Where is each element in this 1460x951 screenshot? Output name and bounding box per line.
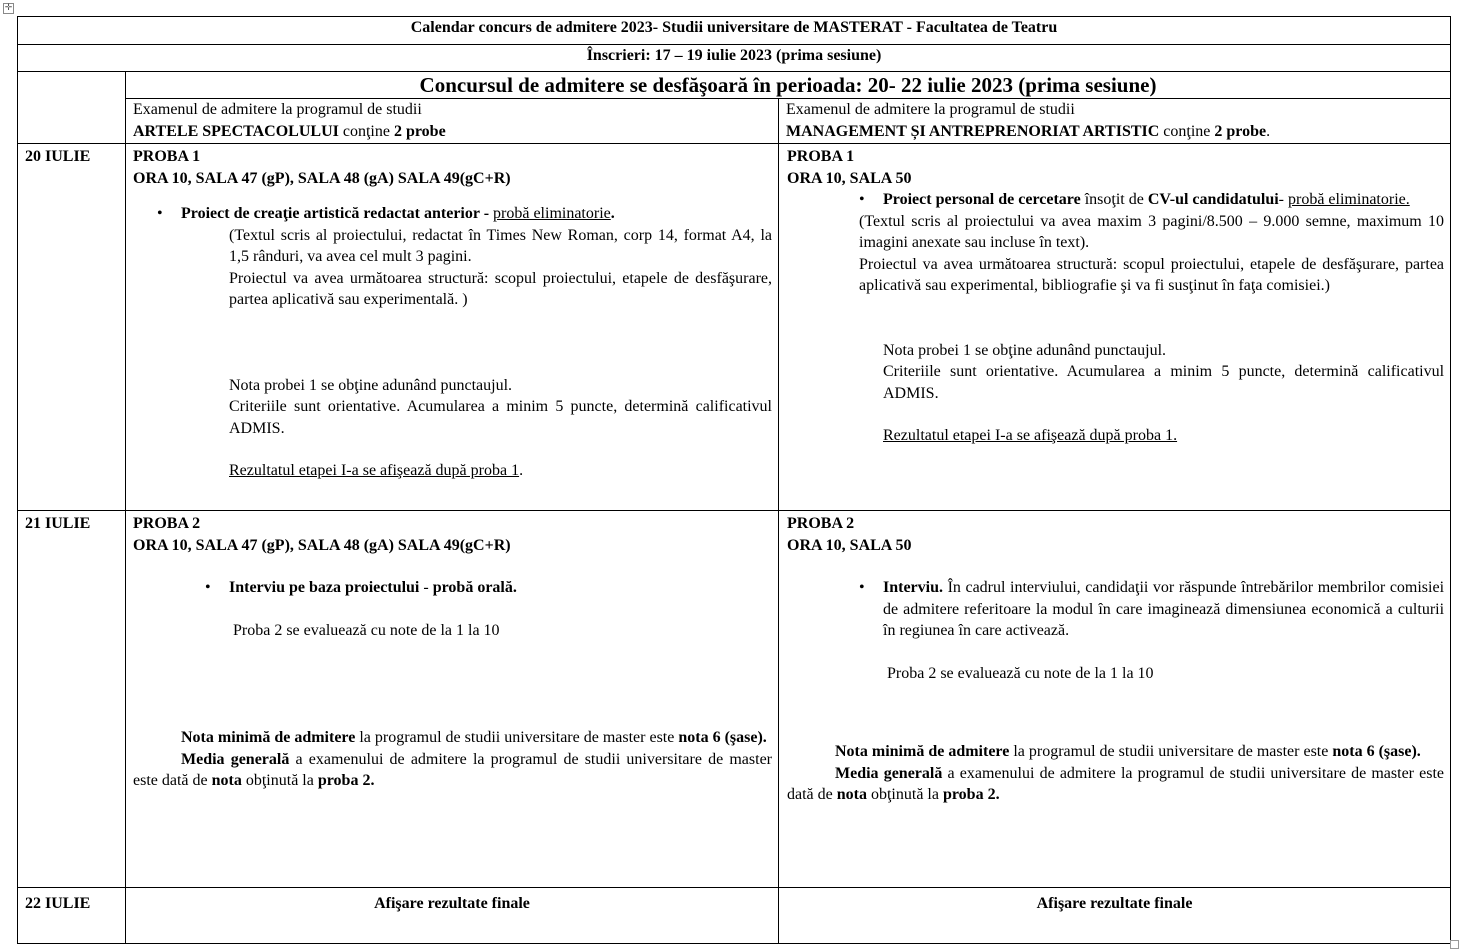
bullet-bold-2: CV-ul candidatului [1147,191,1279,208]
program-intro: Examenul de admitere la programul de studii [133,101,422,118]
program-count: 2 probe [393,122,446,140]
result-note [229,460,772,482]
result-end: . [519,462,524,479]
result-text: Rezultatul etapei I-a se afişează după proba 1 [229,462,520,479]
evaluation-note: Proba 2 se evaluează cu note de la 1 la 10 [883,664,1154,682]
program-end: . [1266,122,1271,140]
average-text: a examenului de admitere la programul de studii universitare de master este dată de [133,750,772,789]
min-grade-note [133,727,772,749]
average-note [787,763,1444,806]
proba-title: PROBA 1 [133,148,201,165]
min-grade-text: la programul de studii universitare de master este [1009,743,1333,760]
program-header-row [18,99,1451,144]
registration-period: Înscrieri: 17 – 19 iulie 2023 (prima sesiune) [18,45,1451,72]
bullet-bold-2: probă orală. [432,579,517,596]
program-intro: Examenul de admitere la programul de studii [786,101,1075,118]
day-label: 20 IULIE [18,144,126,511]
min-grade-text: la programul de studii universitare de master este [355,729,679,746]
period-row [18,72,1451,99]
proba1-arte [126,144,779,511]
bullet-bold: Interviu pe baza proiectului [229,579,420,596]
registration-row [18,45,1451,72]
average-bold-3: proba 2. [942,786,1000,803]
bullet-end: . [610,205,615,222]
criteria-note: Criteriile sunt orientative. Acumularea a minim 5 puncte, determină calificativul ADMIS. [229,398,772,437]
final-results-management: Afişare rezultate finale [779,888,1451,944]
min-grade-bold: Nota minimă de admitere [181,729,356,746]
day-row-20 [18,144,1451,511]
min-grade-note [787,741,1444,763]
bullet-text: însoţit de [1080,191,1148,208]
min-grade-value: nota 6 (şase). [678,729,767,746]
contest-period: Concursul de admitere se desfăşoară în perioada: 20- 22 iulie 2023 (prima sesiune) [126,72,1451,99]
proba-room: ORA 10, SALA 50 [787,536,912,554]
average-bold-2: nota [211,772,242,789]
proba-room: ORA 10, SALA 50 [787,169,912,187]
proba-title: PROBA 2 [787,515,855,532]
program-count: 2 probe [1214,122,1267,140]
proba1-management [779,144,1451,511]
bullet-text: - [419,579,433,596]
day-label: 21 IULIE [18,511,126,888]
min-grade-bold: Nota minimă de admitere [835,743,1010,760]
proba2-management [779,511,1451,888]
project-desc-1: (Textul scris al proiectului, redactat în Times New Roman, corp 14, format A4, la 1,5 rânduri, va avea cel mult 3 pagini. [229,226,772,265]
table-resize-icon[interactable] [1450,940,1459,949]
score-note: Nota probei 1 se obţine adunând punctaujul. [229,376,513,394]
title-row [18,17,1451,45]
program-name: MANAGEMENT ȘI ANTREPRENORIAT ARTISTIC [786,122,1160,140]
program-header-arte [126,99,779,144]
evaluation-note: Proba 2 se evaluează cu note de la 1 la 10 [229,621,500,639]
admission-calendar-table [17,16,1451,944]
bullet-text-2: - [1278,191,1288,208]
proba-room: ORA 10, SALA 47 (gP), SALA 48 (gA) SALA 49(gC+R) [133,169,511,187]
average-bold-3: proba 2. [317,772,375,789]
document-title: Calendar concurs de admitere 2023- Studii universitare de MASTERAT - Facultatea de Teatru [18,17,1451,45]
average-text: a examenului de admitere la programul de studii universitare de master este dată de [787,764,1445,803]
proba-bullet [883,189,1444,211]
proba-room: ORA 10, SALA 47 (gP), SALA 48 (gA) SALA 49(gC+R) [133,536,511,554]
bullet-bold: Interviu. [883,579,943,596]
proba-bullet [883,577,1444,642]
average-bold-2: nota [836,786,867,803]
score-note: Nota probei 1 se obţine adunând punctaujul. [883,341,1167,359]
average-text-2: obţinută la [241,772,318,789]
proba-bullet [181,203,772,225]
bullet-underline: probă eliminatorie [493,205,611,222]
bullet-bold: Proiect personal de cercetare [883,191,1081,208]
program-header-management [779,99,1451,144]
result-text: Rezultatul etapei I-a se afişează după proba 1. [883,427,1178,444]
day-label: 22 IULIE [18,888,126,944]
proba-bullet [229,577,772,599]
average-text-2: obţinută la [866,786,943,803]
average-bold: Media generală [181,750,290,768]
program-contains: conţine [1159,122,1215,140]
bullet-underline: probă eliminatorie. [1288,191,1410,208]
project-desc-1: (Textul scris al proiectului va avea maxim 3 pagini/8.500 – 9.000 semne, maximum 10 imagini anexate sau incluse în text). [859,212,1445,251]
day-row-22 [18,888,1451,944]
project-desc-2: Proiectul va avea următoarea structură: scopul proiectului, etapele de desfăşurare, partea aplicativă sau experimentală. ) [229,269,772,308]
bullet-bold: Proiect de creaţie artistică redactat anterior - [181,205,490,222]
proba2-arte [126,511,779,888]
min-grade-value: nota 6 (şase). [1332,743,1421,760]
bullet-text: În cadrul interviului, candidaţii vor răspunde întrebărilor membrilor comisiei de admitere referitoare la modul în care imaginează dimensiunea economică a culturii în regiunea în care activează. [883,579,1445,639]
program-name: ARTELE SPECTACOLULUI [133,122,339,140]
result-note [883,425,1444,447]
table-move-icon[interactable]: ✛ [4,3,13,13]
average-bold: Media generală [835,764,943,782]
average-note [133,749,772,792]
program-contains: conţine [338,122,394,140]
empty-day-header [18,72,126,144]
proba-title: PROBA 2 [133,515,201,532]
proba-title: PROBA 1 [787,148,855,165]
day-row-21 [18,511,1451,888]
final-results-arte: Afişare rezultate finale [126,888,779,944]
criteria-note: Criteriile sunt orientative. Acumularea a minim 5 puncte, determină calificativul ADMIS. [883,363,1445,402]
project-desc-2: Proiectul va avea următoarea structură: scopul proiectului, etapele de desfăşurare, partea aplicativă sau experimental, bibliografie şi va fi susţinut în faţa comisiei.) [859,255,1445,294]
